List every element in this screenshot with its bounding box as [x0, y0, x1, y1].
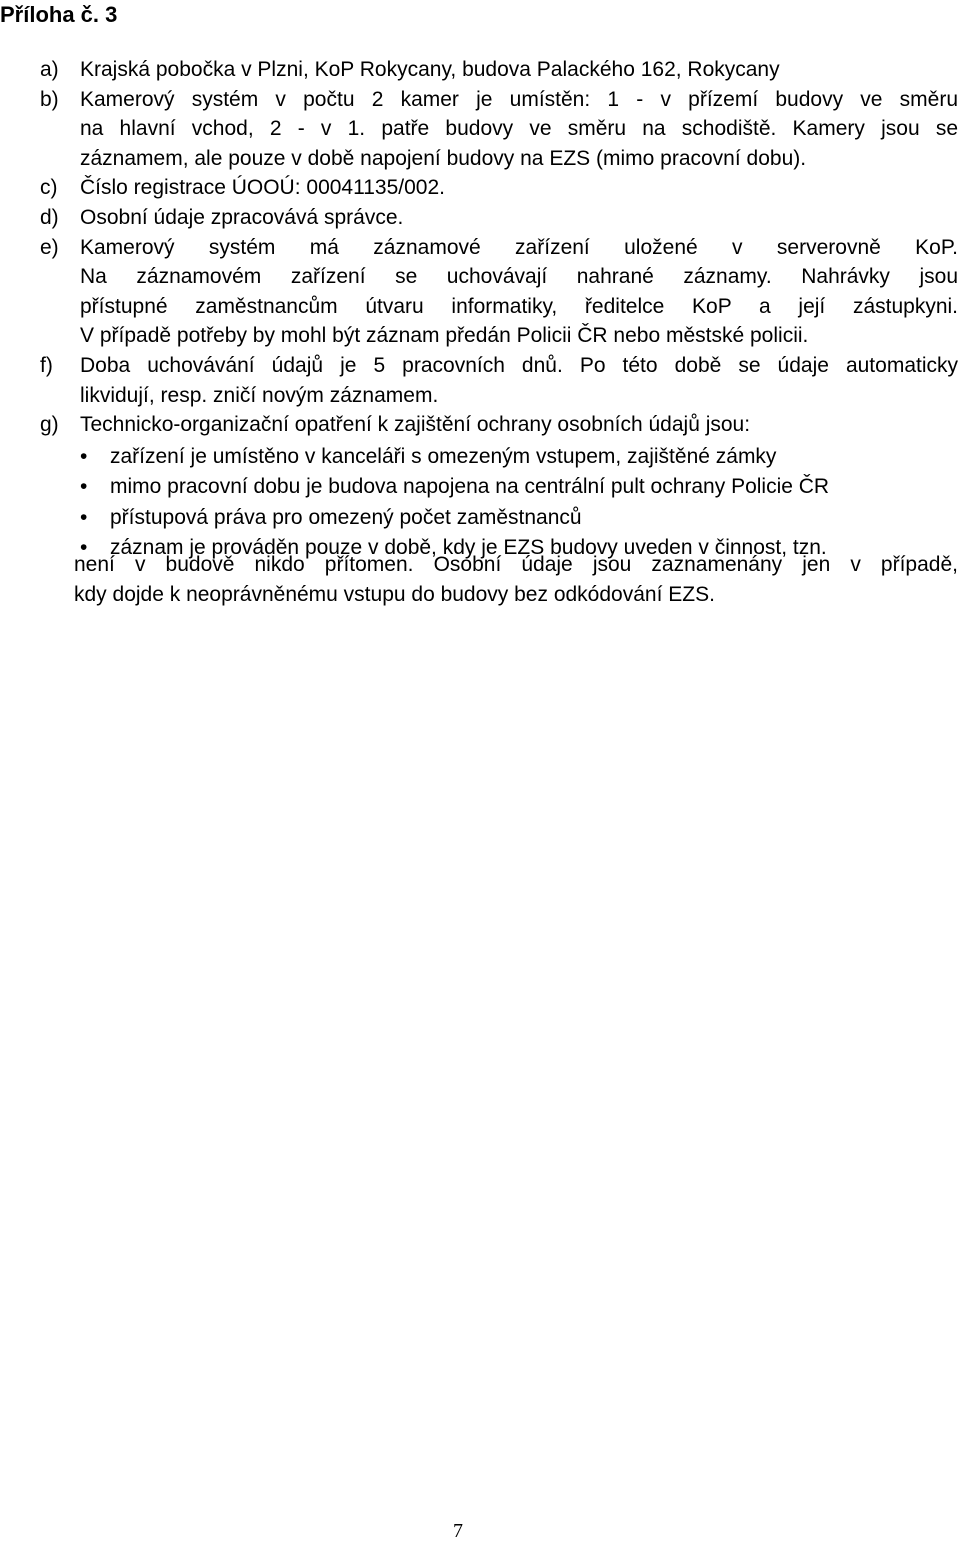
paragraph-line: není v budově nikdo přítomen. Osobní údaje jsou zaznamenány jen v případě,: [74, 553, 958, 576]
list-item-a: [40, 55, 958, 85]
bullet-text: mimo pracovní dobu je budova napojena na centrální pult ochrany Policie ČR: [110, 475, 830, 499]
bullet-item: [80, 472, 958, 503]
list-item-c: [40, 173, 958, 203]
document-title: Příloha č. 3: [0, 2, 118, 27]
bullet-text: zařízení je umístěno v kanceláři s omezeným vstupem, zajištěné zámky: [110, 444, 777, 468]
item-label: f): [40, 353, 53, 377]
bullet-item: [80, 503, 958, 534]
bullet-icon: •: [80, 505, 88, 529]
item-body: [80, 410, 958, 564]
list-item-g: [40, 410, 958, 564]
continuation-paragraph: [74, 550, 958, 609]
list-item-e: [40, 233, 958, 351]
item-line: Technicko-organizační opatření k zajištění ochrany osobních údajů jsou:: [80, 413, 751, 437]
info-list: [40, 55, 958, 564]
item-line: Osobní údaje zpracovává správce.: [80, 205, 404, 229]
item-line: Na záznamovém zařízení se uchovávají nahrané záznamy. Nahrávky jsou: [80, 265, 958, 289]
item-label: b): [40, 87, 59, 111]
bullet-item: [80, 442, 958, 473]
item-body: [80, 233, 958, 351]
item-body: [80, 85, 958, 174]
bullet-icon: •: [80, 536, 88, 560]
item-line: přístupné zaměstnancům útvaru informatiky, ředitelce KoP a její zástupkyni.: [80, 294, 958, 318]
item-body: [80, 173, 958, 203]
list-item-d: [40, 203, 958, 233]
item-line: likvidují, resp. zničí novým záznamem.: [80, 383, 439, 407]
list-item-b: [40, 85, 958, 174]
bullet-icon: •: [80, 475, 88, 499]
item-line: Kamerový systém v počtu 2 kamer je umístěn: 1 - v přízemí budovy ve směru: [80, 87, 958, 111]
bullet-list: [80, 442, 958, 564]
item-line: V případě potřeby by mohl být záznam předán Policii ČR nebo městské policii.: [80, 324, 809, 348]
item-line: Doba uchovávání údajů je 5 pracovních dnů. Po této době se údaje automaticky: [80, 353, 958, 377]
item-label: a): [40, 58, 59, 81]
item-line: na hlavní vchod, 2 - v 1. patře budovy ve směru na schodiště. Kamery jsou se: [80, 117, 958, 141]
page-number: 7: [453, 1520, 463, 1542]
bullet-text: záznam je prováděn pouze v době, kdy je EZS budovy uveden v činnost, tzn.: [110, 536, 827, 560]
item-label: e): [40, 235, 59, 259]
item-line: Krajská pobočka v Plzni, KoP Rokycany, budova Palackého 162, Rokycany: [80, 58, 780, 81]
list-item-f: [40, 351, 958, 410]
item-body: [80, 203, 958, 233]
item-label: g): [40, 413, 59, 437]
item-label: c): [40, 176, 58, 200]
bullet-text: přístupová práva pro omezený počet zaměstnanců: [110, 505, 582, 529]
item-line: Kamerový systém má záznamové zařízení uložené v serverovně KoP.: [80, 235, 958, 259]
item-body: [80, 55, 958, 85]
item-label: d): [40, 205, 59, 229]
paragraph-line: kdy dojde k neoprávněnému vstupu do budovy bez odkódování EZS.: [74, 582, 715, 606]
bullet-icon: •: [80, 444, 88, 468]
item-body: [80, 351, 958, 410]
item-line: záznamem, ale pouze v době napojení budovy na EZS (mimo pracovní dobu).: [80, 146, 807, 170]
item-line: Číslo registrace ÚOOÚ: 00041135/002.: [80, 176, 445, 200]
